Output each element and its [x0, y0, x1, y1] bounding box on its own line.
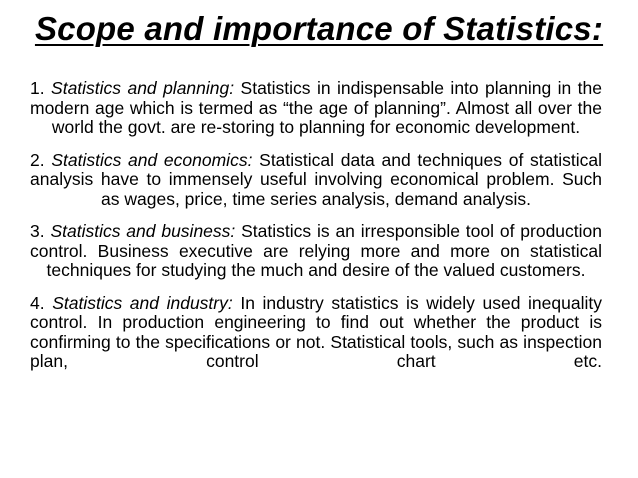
point-planning	[30, 79, 602, 138]
point-text: Statistics is an irresponsible tool of production control. Business executive are relying more and more on statistical techniques for studying the much and desire of the valued customers.	[30, 221, 602, 280]
slide-body	[30, 79, 602, 385]
point-text: Statistical data and techniques of statistical analysis have to immensely useful involving economical problem. Such as wages, price, time series analysis, demand analysis.	[30, 149, 602, 209]
point-text: Statistics in indispensable into planning in the modern age which is termed as “the age of planning”. Almost all over the world the govt. are re-storing to planning for economic development.	[30, 78, 602, 137]
point-heading: Statistics and economics:	[51, 149, 253, 170]
point-heading: Statistics and business:	[50, 221, 236, 241]
point-number: 3.	[30, 221, 45, 241]
point-number: 4.	[30, 292, 45, 313]
point-heading: Statistics and industry:	[52, 292, 233, 313]
point-business	[30, 222, 602, 281]
point-industry	[30, 294, 602, 372]
slide-title: Scope and importance of Statistics:	[34, 10, 604, 47]
point-heading: Statistics and planning:	[51, 78, 235, 98]
point-number: 2.	[30, 149, 45, 170]
point-text: In industry statistics is widely used inequality control. In production engineering to find out whether the product is confirming to the specifications or not. Statistical tools, such as inspection plan, control chart etc.	[30, 292, 602, 371]
point-economics	[30, 151, 602, 210]
point-number: 1.	[30, 78, 45, 98]
